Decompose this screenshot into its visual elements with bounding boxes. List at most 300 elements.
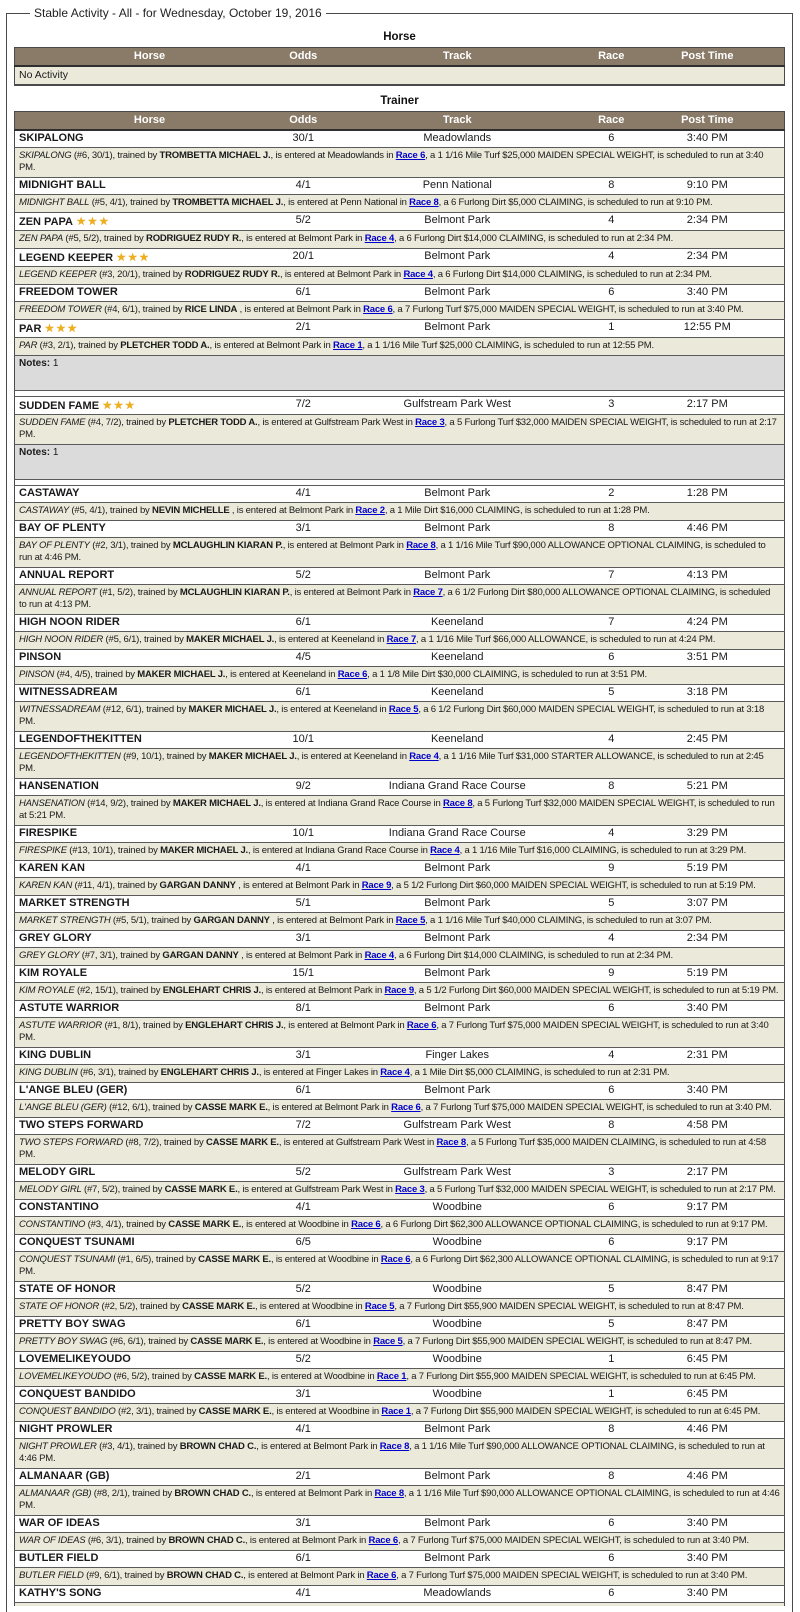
track-cell: Gulfstream Park West xyxy=(323,1165,593,1182)
horse-name: PINSON xyxy=(19,651,62,663)
race-cell: 3 xyxy=(592,1165,631,1182)
horse-row xyxy=(15,1586,785,1603)
horse-name: LOVEMELIKEYOUDO xyxy=(19,1353,131,1365)
horse-name: LEGEND KEEPER xyxy=(19,252,114,264)
activity-detail-text: CONQUEST TSUNAMI (#1, 6/5), trained by CASSE MARK E., is entered at Woodbine in Race 6, a 6 Furlong Dirt $62,300 ALLOWANCE OPTIONAL CLAIMING, is scheduled to run at 9:17 PM. xyxy=(15,1252,785,1282)
race-link[interactable]: Race 9 xyxy=(361,880,392,891)
post-time-cell: 4:24 PM xyxy=(631,615,785,632)
horse-name: FREEDOM TOWER xyxy=(19,286,118,298)
horse-row xyxy=(15,1422,785,1439)
race-link[interactable]: Race 8 xyxy=(379,1441,410,1452)
track-cell: Woodbine xyxy=(323,1352,593,1369)
column-header-post-time: Post Time xyxy=(631,112,785,131)
race-cell: 6 xyxy=(592,1516,631,1533)
race-link[interactable]: Race 5 xyxy=(364,1301,395,1312)
activity-detail-row xyxy=(15,1439,785,1469)
horse-name: STATE OF HONOR xyxy=(19,1283,116,1295)
race-cell: 6 xyxy=(592,1001,631,1018)
race-link[interactable]: Race 8 xyxy=(436,1137,466,1148)
horse-cell xyxy=(15,178,285,195)
column-header-race: Race xyxy=(592,112,631,131)
race-link[interactable]: Race 6 xyxy=(380,1254,411,1265)
post-time-cell: 4:46 PM xyxy=(631,1469,785,1486)
odds-cell: 6/1 xyxy=(284,285,323,302)
detail-horse-name: STATE OF HONOR xyxy=(19,1301,100,1312)
race-link[interactable]: Race 6 xyxy=(363,304,393,315)
race-link[interactable]: Race 4 xyxy=(364,233,395,244)
detail-trainer-name: ENGLEHART CHRIS J. xyxy=(160,1067,259,1078)
detail-trainer-name: MCLAUGHLIN KIARAN P. xyxy=(172,540,283,551)
race-link[interactable]: Race 1 xyxy=(376,1371,407,1382)
horse-cell xyxy=(15,1317,285,1334)
race-link[interactable]: Race 6 xyxy=(366,1570,397,1581)
post-time-cell: 12:55 PM xyxy=(631,320,785,338)
odds-cell: 4/1 xyxy=(284,1200,323,1217)
horse-name: BUTLER FIELD xyxy=(19,1552,99,1564)
detail-trainer-name: BROWN CHAD C. xyxy=(168,1535,246,1546)
race-link[interactable]: Race 4 xyxy=(380,1067,410,1078)
race-link[interactable]: Race 5 xyxy=(373,1336,403,1347)
track-cell: Belmont Park xyxy=(323,931,593,948)
activity-detail-text: KING DUBLIN (#6, 3/1), trained by ENGLEHART CHRIS J., is entered at Finger Lakes in Race 4, a 1 Mile Dirt $5,000 CLAIMING, is scheduled to run at 2:31 PM. xyxy=(15,1065,785,1083)
race-cell: 4 xyxy=(592,732,631,749)
detail-horse-name: NIGHT PROWLER xyxy=(19,1441,97,1452)
activity-detail-text: KAREN KAN (#11, 4/1), trained by GARGAN DANNY , is entered at Belmont Park in Race 9, a 5 1/2 Furlong Dirt $60,000 MAIDEN SPECIAL WEIGHT, is scheduled to run at 5:19 PM. xyxy=(15,878,785,896)
detail-horse-name: CASTAWAY xyxy=(19,505,69,516)
detail-horse-name: ZEN PAPA xyxy=(19,233,63,244)
post-time-cell: 3:29 PM xyxy=(631,826,785,843)
race-link[interactable]: Race 8 xyxy=(374,1488,404,1499)
detail-horse-name: BUTLER FIELD xyxy=(19,1570,84,1581)
track-cell: Belmont Park xyxy=(323,1083,593,1100)
track-cell: Indiana Grand Race Course xyxy=(323,779,593,796)
horse-cell xyxy=(15,779,285,796)
odds-cell: 6/5 xyxy=(284,1235,323,1252)
track-cell: Belmont Park xyxy=(323,861,593,878)
post-time-cell: 3:40 PM xyxy=(631,1516,785,1533)
race-link[interactable]: Race 6 xyxy=(391,1102,421,1113)
horse-name: FIRESPIKE xyxy=(19,827,78,839)
activity-detail-text: MIDNIGHT BALL (#5, 4/1), trained by TROMBETTA MICHAEL J., is entered at Penn National in Race 8, a 6 Furlong Dirt $5,000 CLAIMING, is scheduled to run at 9:10 PM. xyxy=(15,195,785,213)
horse-name: HANSENATION xyxy=(19,780,99,792)
post-time-cell: 5:19 PM xyxy=(631,861,785,878)
horse-name: ANNUAL REPORT xyxy=(19,569,115,581)
horse-row xyxy=(15,1352,785,1369)
track-cell: Penn National xyxy=(323,178,593,195)
detail-trainer-name: RODRIGUEZ RUDY R. xyxy=(184,269,280,280)
activity-detail-row xyxy=(15,1369,785,1387)
detail-horse-name: SUDDEN FAME xyxy=(19,417,86,428)
detail-trainer-name: CASSE MARK E. xyxy=(164,1184,238,1195)
race-link[interactable]: Race 5 xyxy=(395,915,426,926)
detail-horse-name: CONQUEST TSUNAMI xyxy=(19,1254,116,1265)
detail-trainer-name: BROWN CHAD C. xyxy=(174,1488,251,1499)
activity-detail-row xyxy=(15,1568,785,1586)
detail-horse-name: ASTUTE WARRIOR xyxy=(19,1020,103,1031)
activity-detail-text: WAR OF IDEAS (#6, 3/1), trained by BROWN CHAD C., is entered at Belmont Park in Race 6, a 7 Furlong Turf $75,000 MAIDEN SPECIAL WEIGHT, is scheduled to run at 3:40 PM. xyxy=(15,1533,785,1551)
race-link[interactable]: Race 5 xyxy=(388,704,419,715)
race-link[interactable]: Race 6 xyxy=(368,1535,398,1546)
trainer-table-body xyxy=(15,130,785,1606)
activity-detail-text: SKIPALONG (#6, 30/1), trained by TROMBETTA MICHAEL J., is entered at Meadowlands in Race 6, a 1 1/16 Mile Turf $25,000 MAIDEN SPECIAL WEIGHT, is scheduled to run at 3:40 PM. xyxy=(15,148,785,178)
horse-name: TWO STEPS FORWARD xyxy=(19,1119,144,1131)
race-link[interactable]: Race 4 xyxy=(409,751,439,762)
trainer-table-header-row xyxy=(15,112,785,131)
race-link[interactable]: Race 4 xyxy=(430,845,460,856)
post-time-cell: 3:18 PM xyxy=(631,685,785,702)
detail-trainer-name: GARGAN DANNY xyxy=(193,915,270,926)
detail-trainer-name: MAKER MICHAEL J. xyxy=(208,751,297,762)
race-cell: 5 xyxy=(592,896,631,913)
horse-row xyxy=(15,685,785,702)
race-cell: 4 xyxy=(592,213,631,231)
activity-detail-row xyxy=(15,1299,785,1317)
activity-detail-row xyxy=(15,878,785,896)
activity-detail-text: MELODY GIRL (#7, 5/2), trained by CASSE MARK E., is entered at Gulfstream Park West in Race 3, a 5 Furlong Turf $32,000 MAIDEN SPECIAL WEIGHT, is scheduled to run at 2:17 PM. xyxy=(15,1182,785,1200)
detail-horse-name: TWO STEPS FORWARD xyxy=(19,1137,123,1148)
star-rating-icon: ★★★ xyxy=(116,252,151,264)
horse-name: KING DUBLIN xyxy=(19,1049,92,1061)
star-rating-icon: ★★★ xyxy=(102,400,136,412)
column-header-horse: Horse xyxy=(15,48,285,67)
odds-cell: 8/1 xyxy=(284,1001,323,1018)
odds-cell: 6/1 xyxy=(284,1551,323,1568)
horse-name: CONQUEST TSUNAMI xyxy=(19,1236,135,1248)
activity-detail-row xyxy=(15,195,785,213)
horse-cell xyxy=(15,650,285,667)
race-link[interactable]: Race 7 xyxy=(413,587,443,598)
column-header-race: Race xyxy=(592,48,631,67)
track-cell: Belmont Park xyxy=(323,1551,593,1568)
race-link[interactable]: Race 3 xyxy=(395,1184,425,1195)
horse-name: ASTUTE WARRIOR xyxy=(19,1002,120,1014)
detail-horse-name: CONQUEST BANDIDO xyxy=(19,1406,116,1417)
activity-detail-text: ALMANAAR (GB) (#8, 2/1), trained by BROWN CHAD C., is entered at Belmont Park in Race 8, a 1 1/16 Mile Turf $90,000 ALLOWANCE OPTIONAL CLAIMING, is scheduled to run at 4:46 PM. xyxy=(15,1486,785,1516)
odds-cell: 6/1 xyxy=(284,1317,323,1334)
post-time-cell: 6:45 PM xyxy=(631,1352,785,1369)
horse-row xyxy=(15,732,785,749)
detail-trainer-name: GARGAN DANNY xyxy=(159,880,236,891)
race-cell: 4 xyxy=(592,1048,631,1065)
horse-row xyxy=(15,1200,785,1217)
race-cell: 4 xyxy=(592,249,631,267)
race-link[interactable]: Race 6 xyxy=(406,1020,437,1031)
detail-trainer-name: MAKER MICHAEL J. xyxy=(160,845,248,856)
track-cell: Keeneland xyxy=(323,615,593,632)
horse-name: L'ANGE BLEU (GER) xyxy=(19,1084,128,1096)
race-cell: 1 xyxy=(592,1352,631,1369)
horse-name: CASTAWAY xyxy=(19,487,80,499)
odds-cell: 10/1 xyxy=(284,732,323,749)
race-link[interactable]: Race 8 xyxy=(409,197,439,208)
detail-trainer-name: RODRIGUEZ RUDY R. xyxy=(146,233,242,244)
race-cell: 6 xyxy=(592,1083,631,1100)
activity-detail-row xyxy=(15,338,785,356)
activity-detail-text: PRETTY BOY SWAG (#6, 6/1), trained by CASSE MARK E., is entered at Woodbine in Race 5, a 7 Furlong Dirt $55,900 MAIDEN SPECIAL WEIGHT, is scheduled to run at 8:47 PM. xyxy=(15,1334,785,1352)
horse-row xyxy=(15,213,785,231)
track-cell: Belmont Park xyxy=(323,568,593,585)
race-link[interactable]: Race 3 xyxy=(415,417,445,428)
activity-detail-text: HANSENATION (#14, 9/2), trained by MAKER MICHAEL J., is entered at Indiana Grand Race Course in Race 8, a 5 Furlong Turf $32,000 MAIDEN SPECIAL WEIGHT, is scheduled to run at 5:21 PM. xyxy=(15,796,785,826)
track-cell: Belmont Park xyxy=(323,285,593,302)
activity-detail-row xyxy=(15,1486,785,1516)
detail-horse-name: SKIPALONG xyxy=(19,150,72,161)
odds-cell: 30/1 xyxy=(284,130,323,148)
odds-cell: 3/1 xyxy=(284,1048,323,1065)
post-time-cell: 3:07 PM xyxy=(631,896,785,913)
race-cell: 6 xyxy=(592,130,631,148)
track-cell: Belmont Park xyxy=(323,521,593,538)
race-link[interactable]: Race 6 xyxy=(395,150,426,161)
horse-row xyxy=(15,650,785,667)
activity-detail-text: CONQUEST BANDIDO (#2, 3/1), trained by CASSE MARK E., is entered at Woodbine in Race 1, a 7 Furlong Dirt $55,900 MAIDEN SPECIAL WEIGHT, is scheduled to run at 6:45 PM. xyxy=(15,1404,785,1422)
horse-cell xyxy=(15,213,285,231)
horse-row xyxy=(15,1282,785,1299)
horse-name: KAREN KAN xyxy=(19,862,85,874)
race-link[interactable]: Race 8 xyxy=(406,540,436,551)
detail-horse-name: WITNESSADREAM xyxy=(19,704,101,715)
horse-row xyxy=(15,1317,785,1334)
horse-name: ALMANAAR (GB) xyxy=(19,1470,110,1482)
race-cell: 8 xyxy=(592,779,631,796)
track-cell: Woodbine xyxy=(323,1282,593,1299)
race-cell: 8 xyxy=(592,1469,631,1486)
detail-horse-name: PINSON xyxy=(19,669,55,680)
horse-row xyxy=(15,320,785,338)
horse-name: KATHY'S SONG xyxy=(19,1587,102,1599)
detail-horse-name: CONSTANTINO xyxy=(19,1219,86,1230)
detail-trainer-name: MAKER MICHAEL J. xyxy=(188,704,277,715)
horse-cell xyxy=(15,397,285,415)
detail-trainer-name: ENGLEHART CHRIS J. xyxy=(185,1020,284,1031)
horse-cell xyxy=(15,1083,285,1100)
no-activity-row xyxy=(15,66,785,85)
horse-row xyxy=(15,779,785,796)
activity-detail-text: PINSON (#4, 4/5), trained by MAKER MICHAEL J., is entered at Keeneland in Race 6, a 1 1/8 Mile Dirt $30,000 CLAIMING, is scheduled to run at 3:51 PM. xyxy=(15,667,785,685)
odds-cell: 4/1 xyxy=(284,1422,323,1439)
odds-cell: 4/1 xyxy=(284,1586,323,1603)
odds-cell: 15/1 xyxy=(284,966,323,983)
activity-detail-row xyxy=(15,415,785,445)
activity-detail-row xyxy=(15,702,785,732)
horse-row xyxy=(15,931,785,948)
activity-detail-row xyxy=(15,983,785,1001)
track-cell: Indiana Grand Race Course xyxy=(323,826,593,843)
horse-cell xyxy=(15,521,285,538)
race-cell: 5 xyxy=(592,1282,631,1299)
post-time-cell: 9:17 PM xyxy=(631,1235,785,1252)
race-cell: 7 xyxy=(592,615,631,632)
detail-trainer-name: MAKER MICHAEL J. xyxy=(172,798,261,809)
race-cell: 6 xyxy=(592,1551,631,1568)
horse-cell xyxy=(15,1200,285,1217)
horse-name: WAR OF IDEAS xyxy=(19,1517,100,1529)
horse-row xyxy=(15,1001,785,1018)
track-cell: Keeneland xyxy=(323,685,593,702)
detail-trainer-name: TROMBETTA MICHAEL J. xyxy=(159,150,271,161)
track-cell: Belmont Park xyxy=(323,1469,593,1486)
horse-name: MARKET STRENGTH xyxy=(19,897,130,909)
track-cell: Belmont Park xyxy=(323,1422,593,1439)
detail-trainer-name: BROWN CHAD C. xyxy=(179,1441,257,1452)
horse-name: MIDNIGHT BALL xyxy=(19,179,106,191)
odds-cell: 7/2 xyxy=(284,1118,323,1135)
detail-horse-name: LEGEND KEEPER xyxy=(19,269,97,280)
track-cell: Gulfstream Park West xyxy=(323,397,593,415)
odds-cell: 3/1 xyxy=(284,1516,323,1533)
activity-detail-row xyxy=(15,1135,785,1165)
notes-cell: Notes: 1 xyxy=(15,356,785,391)
activity-detail-text: BUTLER FIELD (#9, 6/1), trained by BROWN CHAD C., is entered at Belmont Park in Race 6, a 7 Furlong Turf $75,000 MAIDEN SPECIAL WEIGHT, is scheduled to run at 3:40 PM. xyxy=(15,1568,785,1586)
race-link[interactable]: Race 8 xyxy=(442,798,473,809)
odds-cell: 4/1 xyxy=(284,178,323,195)
horse-cell xyxy=(15,966,285,983)
post-time-cell: 5:19 PM xyxy=(631,966,785,983)
column-header-track: Track xyxy=(323,112,593,131)
detail-trainer-name: CASSE MARK E. xyxy=(182,1301,256,1312)
odds-cell: 3/1 xyxy=(284,521,323,538)
horse-name: BAY OF PLENTY xyxy=(19,522,106,534)
race-link[interactable]: Race 1 xyxy=(381,1406,411,1417)
odds-cell: 6/1 xyxy=(284,1083,323,1100)
horse-row xyxy=(15,521,785,538)
activity-detail-row xyxy=(15,1182,785,1200)
activity-detail-row xyxy=(15,1217,785,1235)
race-cell: 1 xyxy=(592,1387,631,1404)
column-header-horse: Horse xyxy=(15,112,285,131)
horse-row xyxy=(15,615,785,632)
race-link[interactable]: Race 1 xyxy=(332,340,363,351)
activity-detail-text: ASTUTE WARRIOR (#1, 8/1), trained by ENGLEHART CHRIS J., is entered at Belmont Park in Race 6, a 7 Furlong Turf $75,000 MAIDEN SPECIAL WEIGHT, is scheduled to run at 3:40 PM. xyxy=(15,1018,785,1048)
detail-trainer-name: MCLAUGHLIN KIARAN P. xyxy=(179,587,290,598)
notes-row xyxy=(15,356,785,391)
track-cell: Belmont Park xyxy=(323,896,593,913)
horse-row xyxy=(15,1235,785,1252)
race-cell: 2 xyxy=(592,486,631,503)
track-cell: Gulfstream Park West xyxy=(323,1118,593,1135)
notes-label: Notes: xyxy=(19,358,51,369)
detail-horse-name: KING DUBLIN xyxy=(19,1067,78,1078)
trainer-section-title: Trainer xyxy=(380,95,419,107)
race-cell: 4 xyxy=(592,931,631,948)
post-time-cell: 2:34 PM xyxy=(631,931,785,948)
post-time-cell: 5:21 PM xyxy=(631,779,785,796)
horse-row xyxy=(15,1118,785,1135)
activity-detail-row xyxy=(15,913,785,931)
post-time-cell: 2:34 PM xyxy=(631,249,785,267)
odds-cell: 5/2 xyxy=(284,1352,323,1369)
horse-name: PRETTY BOY SWAG xyxy=(19,1318,126,1330)
race-link[interactable]: Race 4 xyxy=(364,950,394,961)
post-time-cell: 3:40 PM xyxy=(631,1551,785,1568)
horse-cell xyxy=(15,826,285,843)
activity-detail-row xyxy=(15,1018,785,1048)
post-time-cell: 3:40 PM xyxy=(631,1083,785,1100)
race-cell: 7 xyxy=(592,568,631,585)
activity-detail-text: NIGHT PROWLER (#3, 4/1), trained by BROWN CHAD C., is entered at Belmont Park in Race 8, a 1 1/16 Mile Turf $90,000 ALLOWANCE OPTIONAL CLAIMING, is scheduled to run at 4:46 PM. xyxy=(15,1439,785,1469)
odds-cell: 20/1 xyxy=(284,249,323,267)
race-cell: 5 xyxy=(592,685,631,702)
horse-cell xyxy=(15,486,285,503)
horse-name: CONSTANTINO xyxy=(19,1201,99,1213)
activity-detail-text: L'ANGE BLEU (GER) (#12, 6/1), trained by CASSE MARK E., is entered at Belmont Park in Race 6, a 7 Furlong Turf $75,000 MAIDEN SPECIAL WEIGHT, is scheduled to run at 3:40 PM. xyxy=(15,1100,785,1118)
race-link[interactable]: Race 9 xyxy=(384,985,414,996)
activity-detail-text: LEGEND KEEPER (#3, 20/1), trained by RODRIGUEZ RUDY R., is entered at Belmont Park in Race 4, a 6 Furlong Dirt $14,000 CLAIMING, is scheduled to run at 2:34 PM. xyxy=(15,267,785,285)
post-time-cell: 4:46 PM xyxy=(631,1422,785,1439)
detail-horse-name: L'ANGE BLEU (GER) xyxy=(19,1102,107,1113)
race-link[interactable]: Race 7 xyxy=(386,634,417,645)
race-link[interactable]: Race 6 xyxy=(351,1219,381,1230)
detail-horse-name: LOVEMELIKEYOUDO xyxy=(19,1371,112,1382)
detail-horse-name: MARKET STRENGTH xyxy=(19,915,111,926)
activity-detail-text: TWO STEPS FORWARD (#8, 7/2), trained by CASSE MARK E., is entered at Gulfstream Park West in Race 8, a 5 Furlong Turf $35,000 MAIDEN CLAIMING, is scheduled to run at 4:58 PM. xyxy=(15,1135,785,1165)
horse-name: WITNESSADREAM xyxy=(19,686,118,698)
odds-cell: 4/1 xyxy=(284,486,323,503)
detail-horse-name: BAY OF PLENTY xyxy=(19,540,90,551)
activity-detail-text: WITNESSADREAM (#12, 6/1), trained by MAKER MICHAEL J., is entered at Keeneland in Race 5, a 6 1/2 Furlong Dirt $60,000 MAIDEN SPECIAL WEIGHT, is scheduled to run at 3:18 PM. xyxy=(15,702,785,732)
track-cell: Woodbine xyxy=(323,1317,593,1334)
post-time-cell: 3:40 PM xyxy=(631,1001,785,1018)
column-header-post-time: Post Time xyxy=(631,48,785,67)
race-link[interactable]: Race 6 xyxy=(337,669,368,680)
odds-cell: 4/5 xyxy=(284,650,323,667)
race-cell: 4 xyxy=(592,826,631,843)
detail-trainer-name: CASSE MARK E. xyxy=(190,1336,264,1347)
post-time-cell: 2:34 PM xyxy=(631,213,785,231)
odds-cell: 7/2 xyxy=(284,397,323,415)
activity-detail-text: CONSTANTINO (#3, 4/1), trained by CASSE MARK E., is entered at Woodbine in Race 6, a 6 Furlong Dirt $62,300 ALLOWANCE OPTIONAL CLAIMING, is scheduled to run at 9:17 PM. xyxy=(15,1217,785,1235)
horse-name: GREY GLORY xyxy=(19,932,92,944)
activity-detail-text: PAR (#3, 2/1), trained by PLETCHER TODD A., is entered at Belmont Park in Race 1, a 1 1/16 Mile Turf $25,000 CLAIMING, is scheduled to run at 12:55 PM. xyxy=(15,338,785,356)
race-cell: 8 xyxy=(592,1422,631,1439)
horse-cell xyxy=(15,685,285,702)
horse-row xyxy=(15,130,785,148)
track-cell: Finger Lakes xyxy=(323,1048,593,1065)
stable-activity-panel xyxy=(6,6,793,1612)
race-cell: 9 xyxy=(592,966,631,983)
race-link[interactable]: Race 2 xyxy=(355,505,385,516)
post-time-cell: 8:47 PM xyxy=(631,1282,785,1299)
activity-detail-row xyxy=(15,843,785,861)
horse-cell xyxy=(15,1551,285,1568)
horse-name: PAR xyxy=(19,323,42,335)
race-link[interactable]: Race 4 xyxy=(403,269,433,280)
odds-cell: 6/1 xyxy=(284,685,323,702)
horse-row xyxy=(15,285,785,302)
horse-row xyxy=(15,397,785,415)
detail-trainer-name: PLETCHER TODD A. xyxy=(120,340,210,351)
race-cell: 6 xyxy=(592,1200,631,1217)
trainer-activity-table xyxy=(14,111,785,1606)
track-cell: Belmont Park xyxy=(323,320,593,338)
activity-detail-text: SUDDEN FAME (#4, 7/2), trained by PLETCHER TODD A., is entered at Gulfstream Park West in Race 3, a 5 Furlong Turf $32,000 MAIDEN SPECIAL WEIGHT, is scheduled to run at 2:17 PM. xyxy=(15,415,785,445)
activity-detail-row xyxy=(15,1334,785,1352)
track-cell: Woodbine xyxy=(323,1235,593,1252)
odds-cell: 5/1 xyxy=(284,896,323,913)
activity-detail-row xyxy=(15,538,785,568)
horse-name: KIM ROYALE xyxy=(19,967,88,979)
horse-row xyxy=(15,1083,785,1100)
post-time-cell: 4:58 PM xyxy=(631,1118,785,1135)
horse-name: CONQUEST BANDIDO xyxy=(19,1388,136,1400)
no-activity-message: No Activity xyxy=(15,66,785,85)
odds-cell: 5/2 xyxy=(284,1282,323,1299)
horse-cell xyxy=(15,1235,285,1252)
detail-trainer-name: CASSE MARK E. xyxy=(194,1102,268,1113)
activity-detail-row xyxy=(15,667,785,685)
horse-cell xyxy=(15,732,285,749)
track-cell: Belmont Park xyxy=(323,966,593,983)
